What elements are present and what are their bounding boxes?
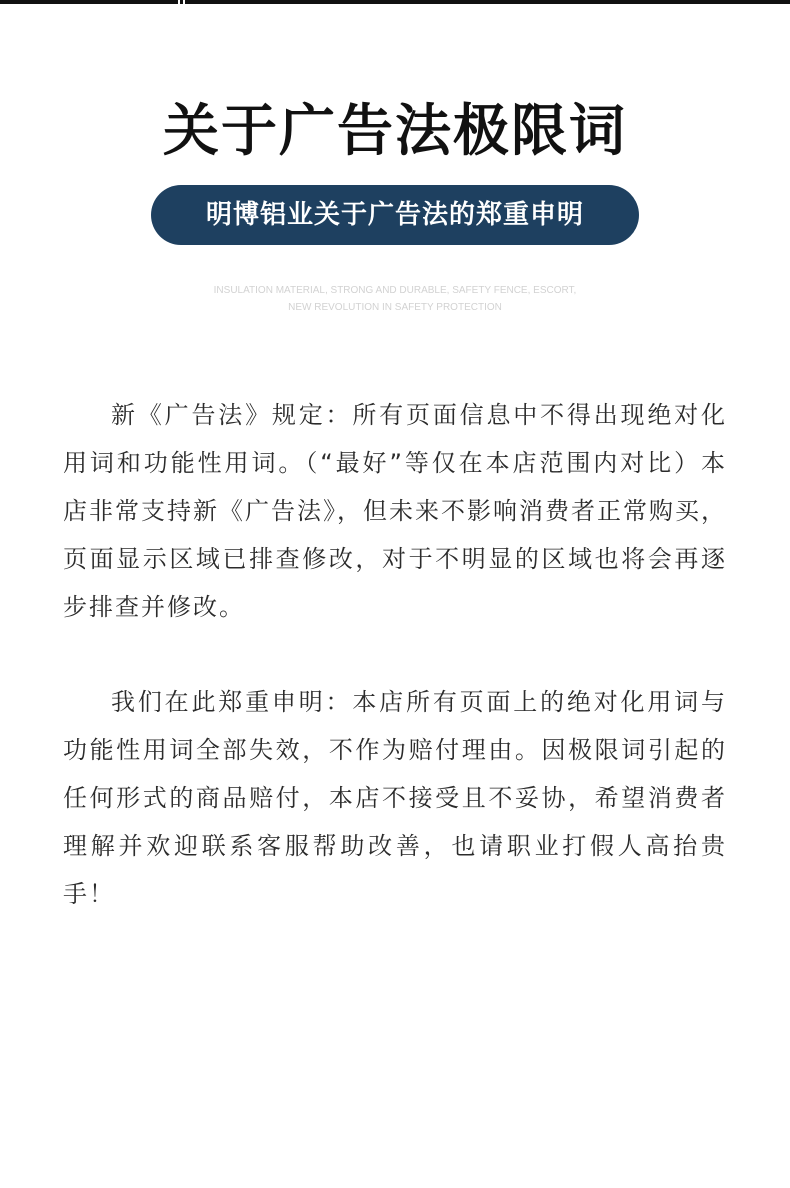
english-caption-line-2: NEW REVOLUTION IN SAFETY PROTECTION [288,302,502,313]
statement-paragraph-2: 我们在此郑重申明：本店所有页面上的绝对化用词与功能性用词全部失效，不作为赔付理由。因极限词引起的任何形式的商品赔付，本店不接受且不妥协，希望消费者理解并欢迎联系客服帮助改善，也请职业打假人高抬贵手！ [63,688,727,908]
page-title: 关于广告法极限词 [163,99,627,164]
english-caption-line-1: INSULATION MATERIAL, STRONG AND DURABLE, SAFETY FENCE, ESCORT, [213,285,577,296]
statement-paragraph-1: 新《广告法》规定：所有页面信息中不得出现绝对化用词和功能性用词。（“最好”等仅在本店范围内对比）本店非常支持新《广告法》，但未来不影响消费者正常购买，页面显示区域已排查修改，对于不明显的区域也将会再逐步排查并修改。 [63,401,727,621]
subtitle-banner: 明博铝业关于广告法的郑重申明 [151,185,639,245]
english-caption [0,282,790,316]
top-border-tick [178,0,180,4]
top-border-tick [183,0,185,4]
top-border [0,0,790,4]
